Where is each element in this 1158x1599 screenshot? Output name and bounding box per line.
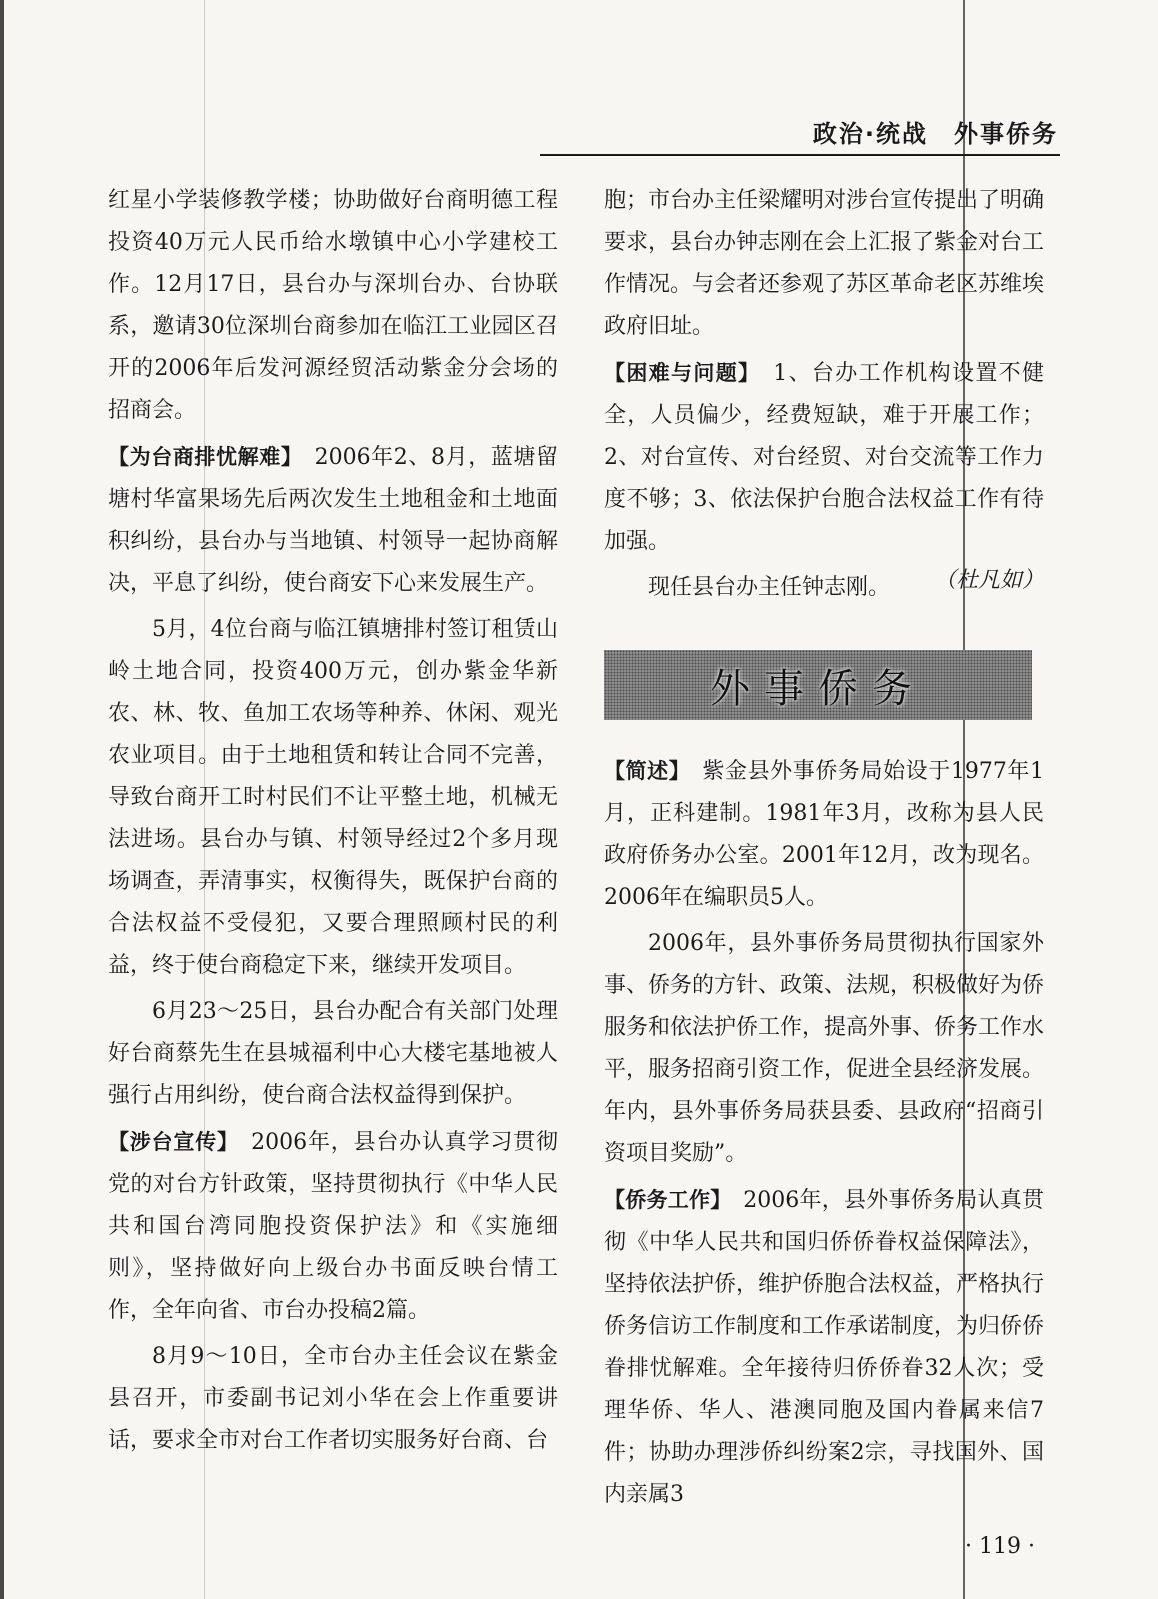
paragraph-text: 2006年，县外事侨务局贯彻执行国家外事、侨务的方针、政策、法规，积极做好为侨服务和依法护侨工作，提高外事、侨务工作水平，服务招商引资工作，促进全县经济发展。年内，县外事侨务局获县委、县政府“招商引资项目奖励”。 bbox=[604, 931, 1045, 1166]
paragraph-text: 2006年2、8月，蓝塘留塘村华富果场先后两次发生土地租金和土地面积纠纷，县台办与当地镇、村领导一起协商解决，平息了纠纷，使台商安下心来发展生产。 bbox=[108, 445, 559, 596]
header-rule bbox=[540, 154, 1060, 156]
paragraph-text: 胞；市台办主任梁耀明对涉台宣传提出了明确要求，县台办钟志刚在会上汇报了紫金对台工作情况。与会者还参观了苏区革命老区苏维埃政府旧址。 bbox=[604, 188, 1045, 339]
author-block bbox=[604, 560, 1044, 602]
left-column bbox=[108, 180, 558, 1462]
paragraph-text: 5月，4位台商与临江镇塘排村签订租赁山岭土地合同，投资400万元，创办紫金华新农、林、牧、鱼加工农场等种养、休闲、观光农业项目。由于土地租赁和转让合同不完善，导致台商开工时村民们不让平整土地，机械无法进场。县台办与镇、村领导经过2个多月现场调查，弄清事实，权衡得失，既保护台商的合法权益不受侵犯，又要合理照顾村民的利益，终于使台商稳定下来，继续开发项目。 bbox=[108, 617, 558, 978]
section-tag: 【简述】 bbox=[604, 759, 680, 783]
paragraph-text: 2006年，县台办认真学习贯彻党的对台方针政策，坚持贯彻执行《中华人民共和国台湾同胞投资保护法》和《实施细则》，坚持做好向上级台办书面反映台情工作，全年向省、市台办投稿2篇。 bbox=[108, 1130, 558, 1323]
paragraph bbox=[604, 180, 1044, 348]
paragraph-text: 2006年，县外事侨务局认真贯彻《中华人民共和国归侨侨眷权益保障法》，坚持依法护侨，维护侨胞合法权益，严格执行侨务信访工作制度和工作承诺制度，为归侨侨眷排忧解难。全年接待归侨侨眷32人次；受理华侨、华人、港澳同胞及国内眷属来信7件；协助办理涉侨纠纷案2宗，寻找国外、国内亲属3 bbox=[604, 1188, 1045, 1507]
binding-edge bbox=[0, 0, 4, 1599]
paragraph-text: 8月9～10日，全市台办主任会议在紫金县召开，市委副书记刘小华在会上作重要讲话，要求全市对台工作者切实服务好台商、台 bbox=[108, 1344, 558, 1453]
section-banner bbox=[604, 650, 1032, 720]
paragraph bbox=[108, 1336, 558, 1462]
section-tag: 【涉台宣传】 bbox=[108, 1130, 229, 1154]
paragraph bbox=[604, 750, 1044, 919]
running-header: 政治·统战 外事侨务 bbox=[812, 120, 1058, 148]
paragraph-text: 6月23～25日，县台办配合有关部门处理好台商蔡先生在县城福利中心大楼宅基地被人强行占用纠纷，使台商合法权益得到保护。 bbox=[108, 999, 558, 1108]
paragraph bbox=[604, 923, 1044, 1175]
paragraph-text: 红星小学装修教学楼；协助做好台商明德工程投资40万元人民币给水墩镇中心小学建校工作。12月17日，县台办与深圳台办、台协联系，邀请30位深圳台商参加在临江工业园区召开的2006年后发河源经贸活动紫金分会场的招商会。 bbox=[108, 188, 558, 423]
author-credit: （杜凡如） bbox=[933, 568, 1044, 593]
section-tag: 【侨务工作】 bbox=[604, 1188, 721, 1212]
paragraph bbox=[108, 436, 558, 605]
section-tag: 【困难与问题】 bbox=[604, 361, 750, 385]
paragraph bbox=[108, 991, 558, 1117]
right-column-bottom bbox=[604, 750, 1044, 1516]
paragraph bbox=[604, 1179, 1044, 1516]
paragraph-text: 1、台办工作机构设置不健全，人员偏少，经费短缺，难于开展工作；2、对台宣传、对台经贸、对台交流等工作力度不够；3、依法保护台胞合法权益工作有待加强。 bbox=[604, 361, 1045, 554]
paragraph bbox=[604, 352, 1044, 563]
paragraph-text: 现任县台办主任钟志刚。 bbox=[648, 575, 891, 600]
section-title: 外事侨务 bbox=[710, 665, 926, 712]
paragraph bbox=[108, 609, 558, 987]
section-tag: 【为台商排忧解难】 bbox=[108, 445, 292, 469]
paragraph-text: 紫金县外事侨务局始设于1977年1月，正科建制。1981年3月，改称为县人民政府侨务办公室。2001年12月，改为现名。2006年在编职员5人。 bbox=[604, 759, 1044, 910]
paragraph bbox=[108, 180, 558, 432]
paragraph bbox=[108, 1121, 558, 1332]
right-column-top bbox=[604, 180, 1044, 609]
page-number: · 119 · bbox=[965, 1534, 1035, 1559]
